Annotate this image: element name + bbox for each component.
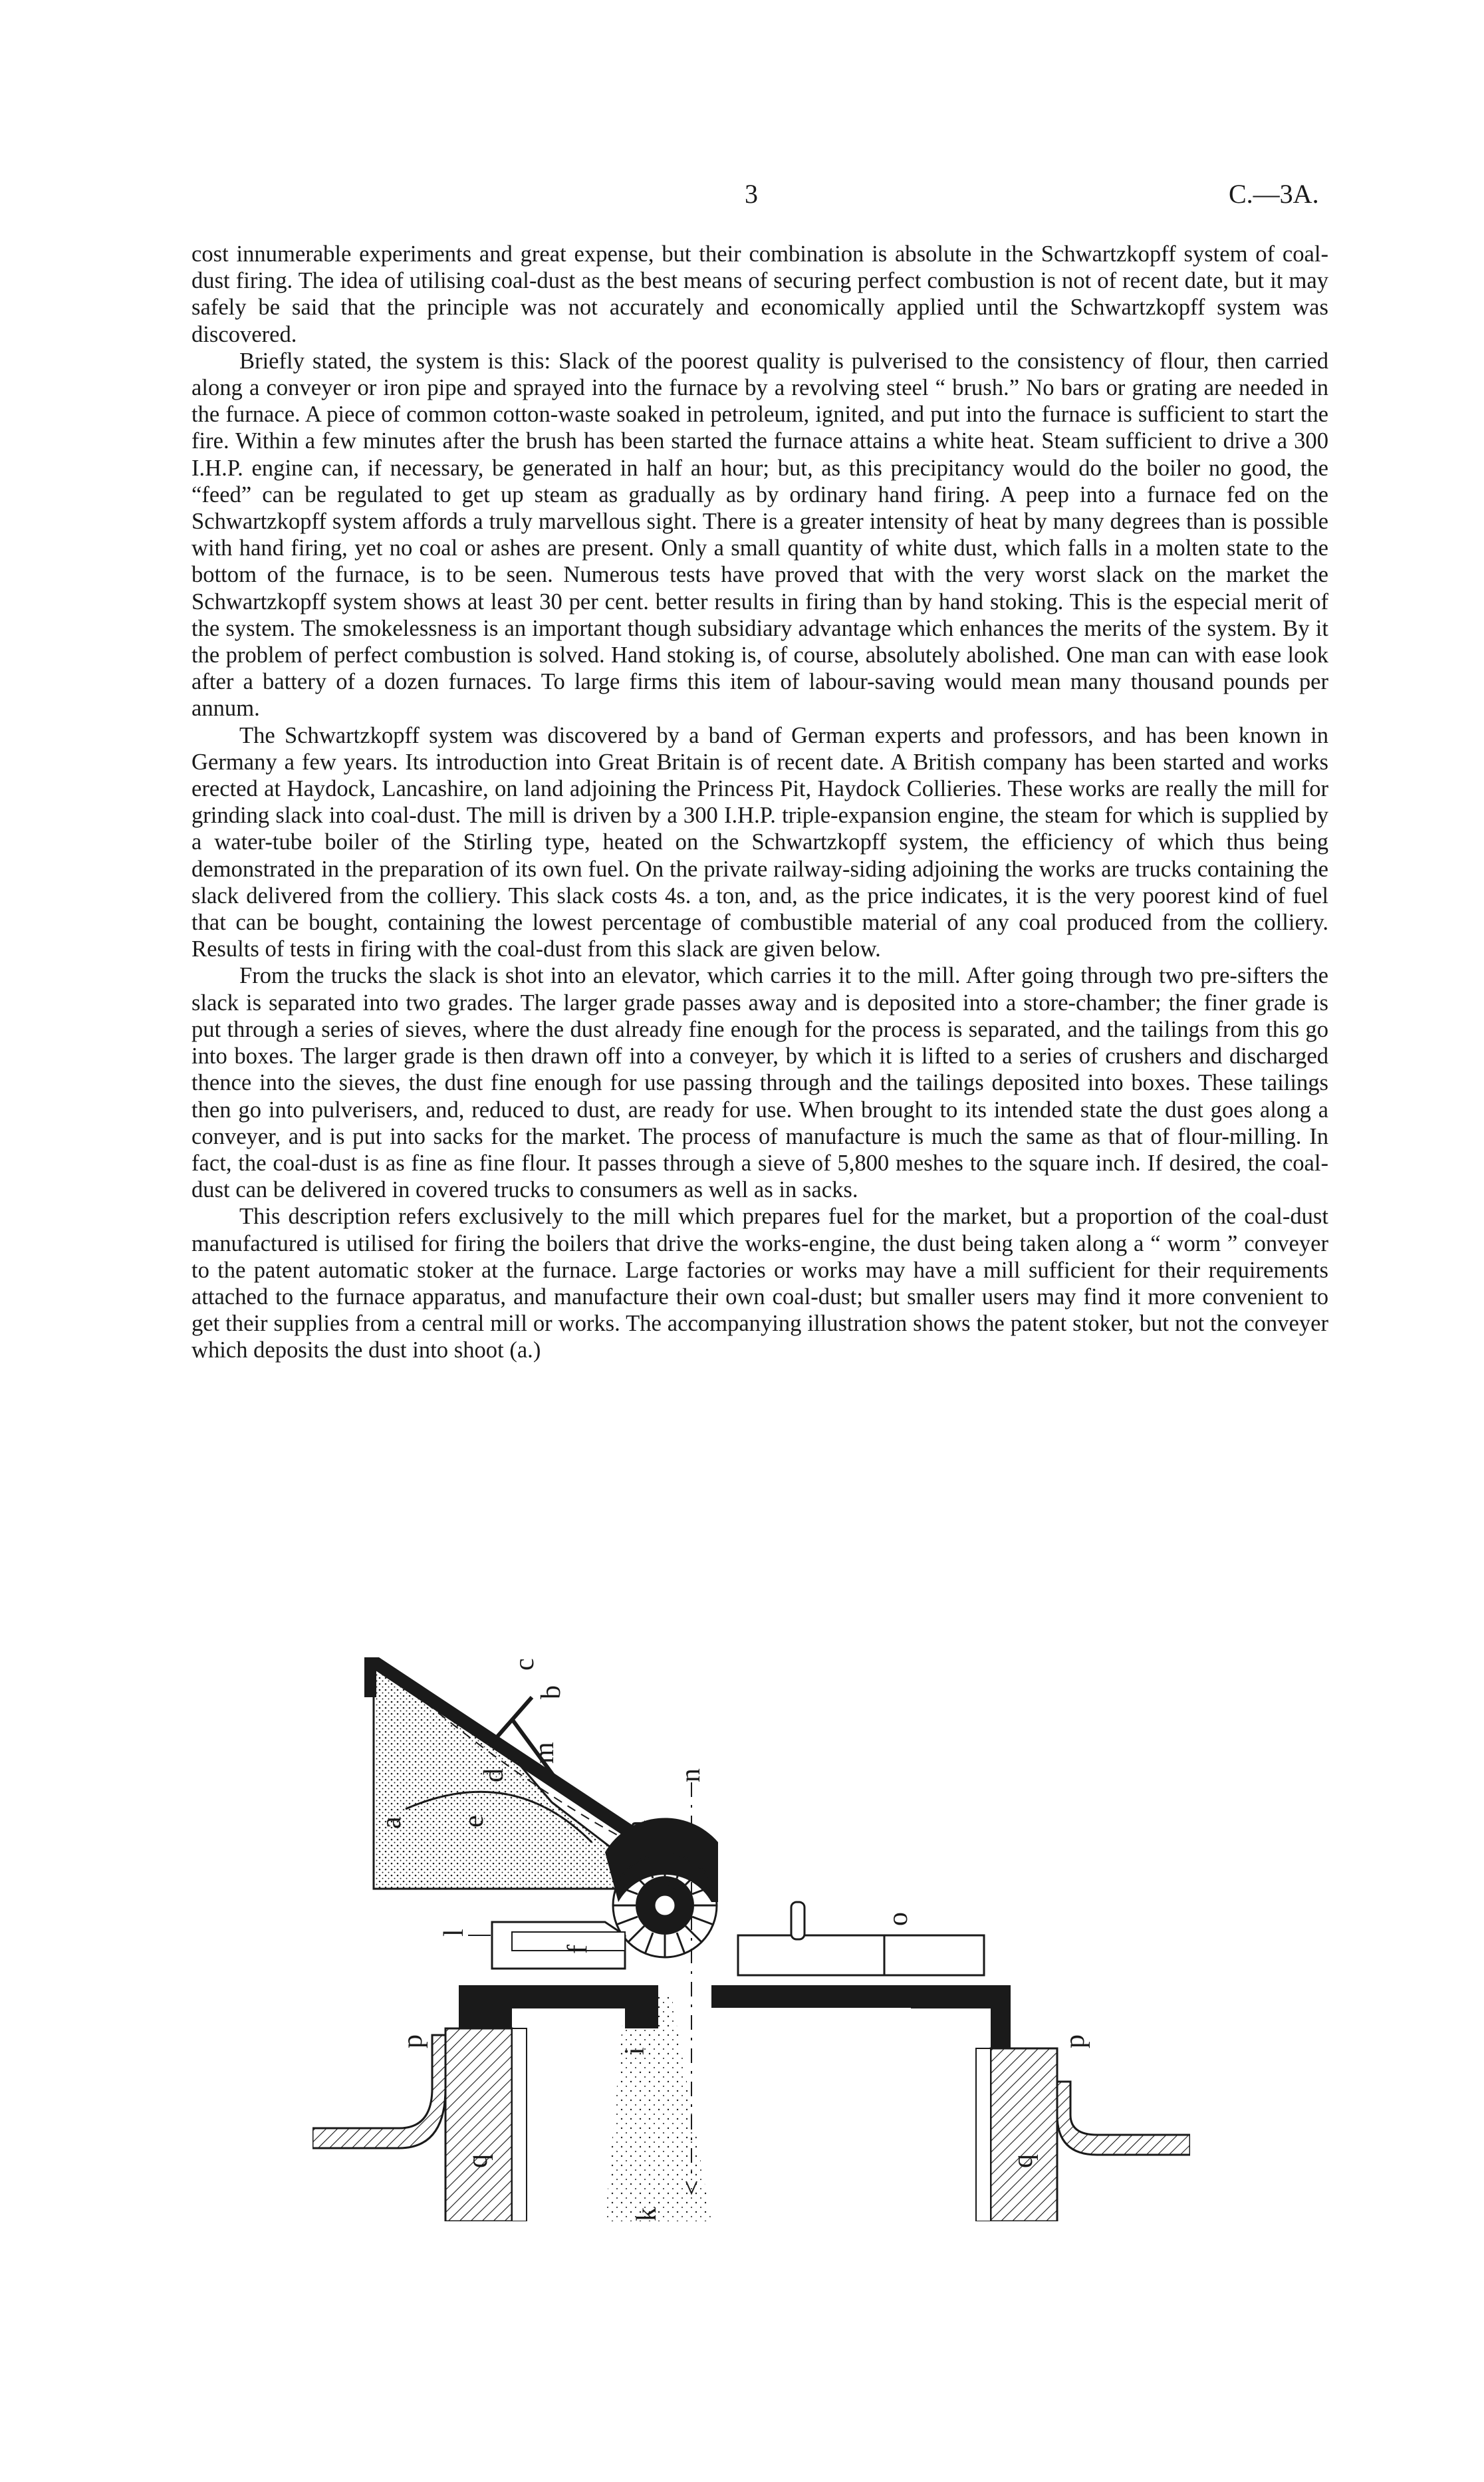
flue-bend-left: [312, 2035, 445, 2148]
door-block: [884, 1935, 984, 1975]
label-h: h: [621, 1820, 652, 1834]
label-f: f: [562, 1945, 593, 1954]
paragraph-3: The Schwartzkopff system was discovered by a band of German experts and professors, and has been known in Germany a few years. Its introduction into Great Britain is of recent date. A British company has been started and works erected at Haydock, Lancashire, on land adjoining the Princess Pit, Haydock Collieries. These works are really the mill for grinding slack into coal-dust. The mill is driven by a 300 I.H.P. triple-expansion engine, the steam for which is supplied by a water-tube boiler of the Stirling type, heated on the Schwartzkopff system, the efficiency of which thus being demonstrated in the preparation of its own fuel. On the private railway-siding adjoining the works are trucks containing the slack delivered from the colliery. This slack costs 4s. a ton, and, as the price indicates, it is the very poorest kind of fuel that can be bought, containing the lowest percentage of combustible material of any coal produced from the colliery. Results of tests in firing with the coal-dust from this slack are given below.: [191, 722, 1328, 962]
label-p-right: p: [1060, 2034, 1090, 2048]
label-a-hopper: a: [376, 1816, 407, 1829]
inspection-door: [738, 1935, 884, 1975]
page-number: 3: [745, 179, 759, 209]
label-l: l: [439, 1929, 469, 1937]
label-m: m: [529, 1742, 560, 1764]
label-o: o: [883, 1912, 914, 1926]
front-plate-right-lip: [911, 1985, 1011, 2048]
label-d: d: [479, 1768, 509, 1782]
stoker-illustration: [312, 1623, 1190, 2221]
label-p-left: p: [398, 2034, 428, 2048]
furnace-lining-left: [512, 2028, 527, 2221]
body-text: [191, 241, 1328, 1364]
dust-spray: [605, 1995, 711, 2221]
paragraph-1: cost innumerable experiments and great expense, but their combination is absolute in the Schwartzkopff system of coal-dust firing. The idea of utilising coal-dust as the best means of securing perfect combustion is not of recent date, but it may safely be said that the principle was not accurately and economically applied until the Schwartzkopff system was discovered.: [191, 241, 1328, 347]
adjusting-handle: [493, 1697, 532, 1741]
paragraph-4: From the trucks the slack is shot into an elevator, which carries it to the mill. After going through two pre-sifters the slack is separated into two grades. The larger grade passes away and is deposited into a store-chamber; the finer grade is put through a series of sieves, where the dust already fine enough for the process is separated, and the tailings from this go into boxes. The larger grade is then drawn off into a conveyer, by which it is lifted to a series of crushers and discharged thence into the sieves, the dust fine enough for use passing through and the tailings deposited into boxes. These tailings then go into pulverisers, and, reduced to dust, are ready for use. When brought to its intended state the dust goes along a conveyer, and is put into sacks for the market. The process of manufacture is much the same as that of flour-milling. In fact, the coal-dust is as fine as fine flour. It passes through a sieve of 5,800 meshes to the square inch. If desired, the coal-dust can be delivered in covered trucks to consumers as well as in sacks.: [191, 963, 1328, 1203]
paragraph-2: Briefly stated, the system is this: Slack of the poorest quality is pulverised to the consistency of flour, then carried along a conveyer or iron pipe and sprayed into the furnace by a revolving steel “ brush.” No bars or grating are needed in the furnace. A piece of common cotton-waste soaked in petroleum, ignited, and put into the furnace is sufficient to start the fire. Within a few minutes after the brush has been started the furnace attains a white heat. Steam sufficient to drive a 300 I.H.P. engine can, if necessary, be generated in half an hour; but, as this precipitancy would do the boiler no good, the “feed” can be regulated to get up steam as gradually as by ordinary hand firing. A peep into a furnace fed on the Schwartzkopff system affords a truly marvellous sight. There is a greater intensity of heat by many degrees than is possible with hand firing, yet no coal or ashes are present. Only a small quantity of white dust, which falls in a molten state to the bottom of the furnace, is to be seen. Numerous tests have proved that with the very worst slack on the market the Schwartzkopff system shows at least 30 per cent. better results in firing than by hand stoking. This is the especial merit of the system. The smokelessness is an important though subsidiary advantage which enhances the merits of the system. By it the problem of perfect combustion is solved. Hand stoking is, of course, absolutely abolished. One man can with ease look after a battery of a dozen furnaces. To large firms this item of labour-saving would mean many thousand pounds per annum.: [191, 348, 1328, 722]
furnace-wall-right: [991, 2048, 1057, 2221]
stoker-diagram: [312, 1623, 1190, 2221]
furnace-lining-right: [976, 2048, 991, 2221]
label-g: g: [650, 1877, 681, 1891]
label-e: e: [459, 1815, 489, 1828]
revolving-brush: [613, 1854, 717, 1957]
hopper-wall-left: [364, 1657, 376, 1697]
label-n: n: [676, 1768, 706, 1782]
flue-bend-right: [1057, 2082, 1190, 2155]
document-reference: C.—3A.: [1229, 179, 1319, 209]
paragraph-5: This description refers exclusively to the mill which prepares fuel for the market, but a proportion of the coal-dust manufactured is utilised for firing the boilers that drive the works-engine, the dust being taken along a “ worm ” conveyer to the patent automatic stoker at the furnace. Large factories or works may have a mill sufficient for their requirements attached to the furnace apparatus, and manufacture their own coal-dust; but smaller users may find it more convenient to get their supplies from a central mill or works. The accompanying illustration shows the patent stoker, but not the conveyer which deposits the dust into shoot (a.): [191, 1204, 1328, 1363]
furnace-wall-left: [445, 2028, 512, 2221]
label-b: b: [536, 1685, 566, 1699]
label-q-left: q: [463, 2154, 493, 2168]
label-i: i: [620, 2047, 650, 2055]
label-q-right: q: [1008, 2154, 1039, 2168]
door-handle: [791, 1902, 804, 1939]
label-k: k: [632, 2207, 662, 2221]
label-c: c: [509, 1658, 540, 1671]
